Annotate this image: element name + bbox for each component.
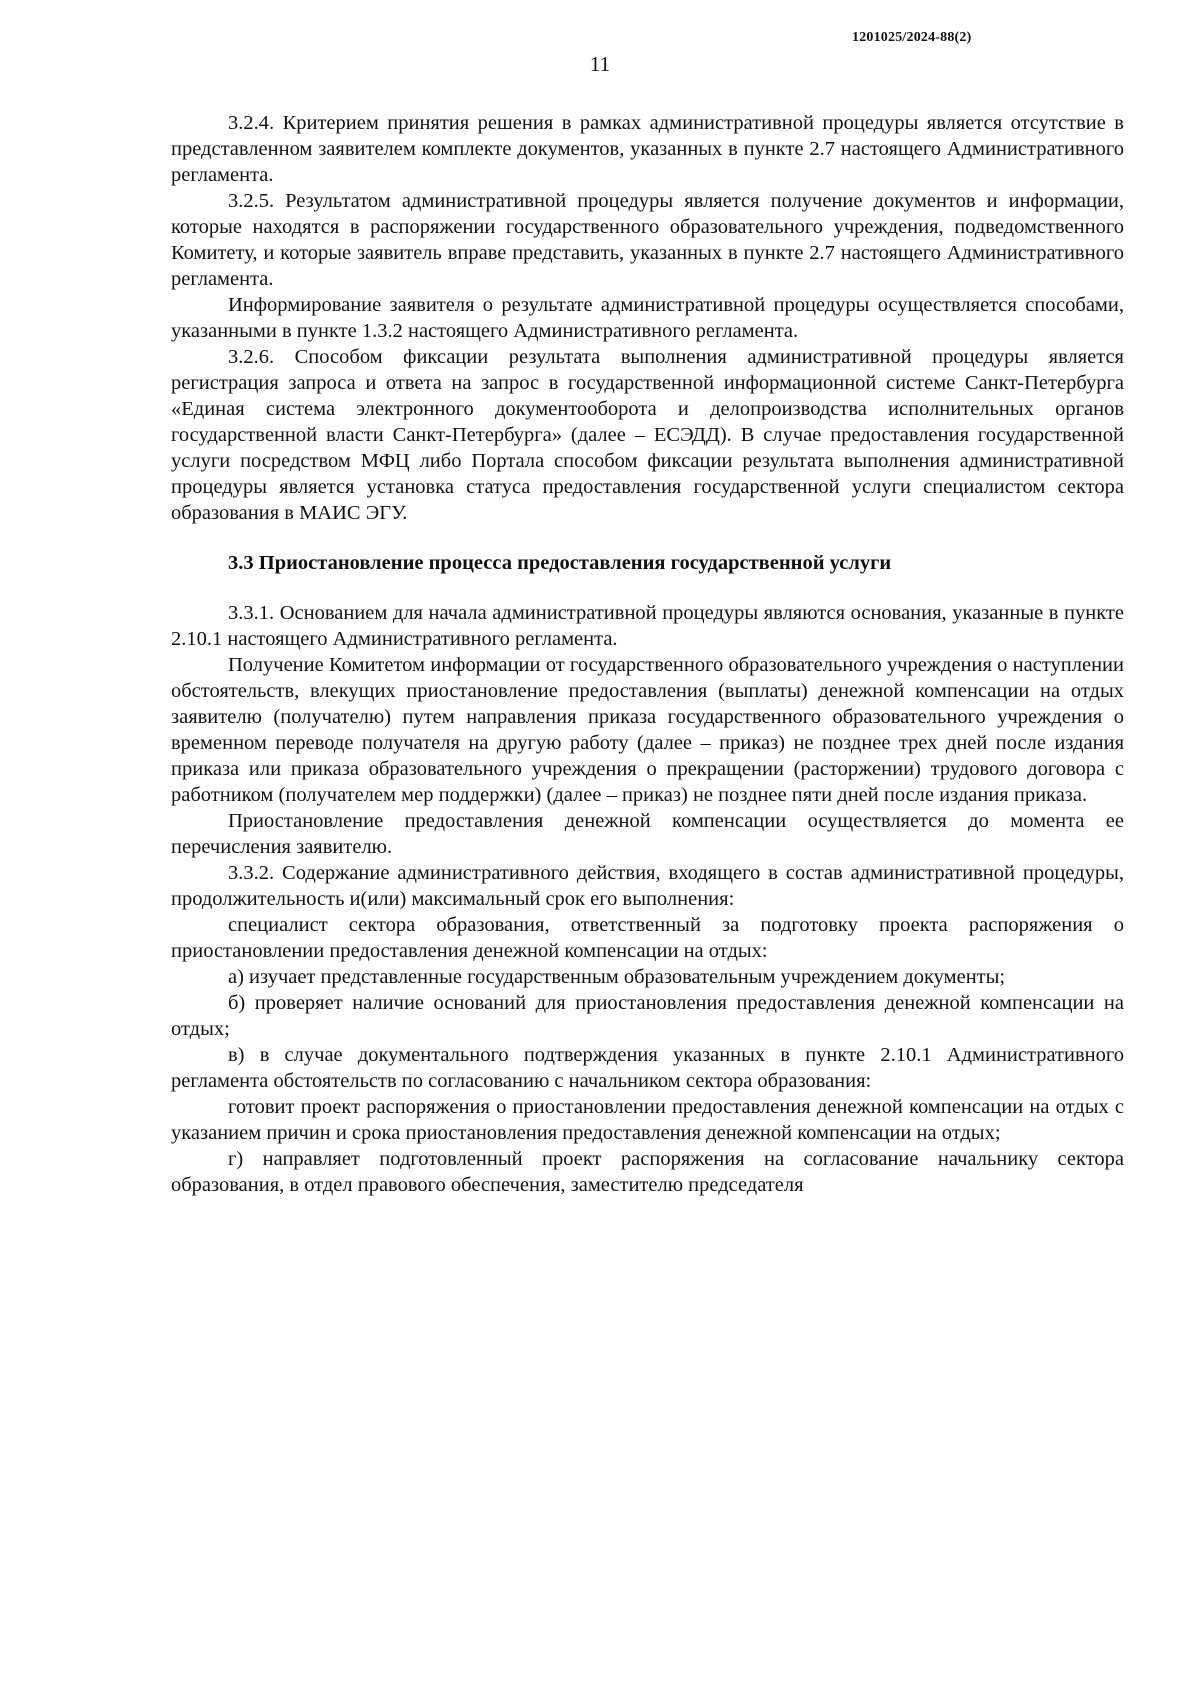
paragraph-3-3-2: 3.3.2. Содержание административного действия, входящего в состав административной процедуры, продолжительность и(или) максимальный срок его выполнения: [171, 862, 1124, 910]
document-number: 1201025/2024-88(2) [852, 30, 972, 45]
page-number: 11 [589, 52, 611, 76]
list-item-a: а) изучает представленные государственным образовательным учреждением документы; [228, 966, 1006, 988]
paragraph-suspension: Приостановление предоставления денежной компенсации осуществляется до момента ее перечисления заявителю. [171, 810, 1124, 858]
paragraph-prepares-draft: готовит проект распоряжения о приостановлении предоставления денежной компенсации на отдых с указанием причин и срока приостановления предоставления денежной компенсации на отдых; [171, 1096, 1124, 1144]
section-heading-3-3: 3.3 Приостановление процесса предоставления государственной услуги [228, 552, 892, 574]
paragraph-3-2-4: 3.2.4. Критерием принятия решения в рамках административной процедуры является отсутствие в представленном заявителем комплекте документов, указанных в пункте 2.7 настоящего Административного регламента. [171, 112, 1124, 186]
paragraph-specialist: специалист сектора образования, ответственный за подготовку проекта распоряжения о приостановлении предоставления денежной компенсации на отдых: [171, 914, 1124, 962]
paragraph-receiving-info: Получение Комитетом информации от государственного образовательного учреждения о наступлении обстоятельств, влекущих приостановление предоставления (выплаты) денежной компенсации на отдых заявителю (получателю) путем направления приказа государственного образовательного учреждения о временном переводе получателя на другую работу (далее – приказ) не позднее трех дней после издания приказа или приказа образовательного учреждения о прекращении (расторжении) трудового договора с работником (получателем мер поддержки) (далее – приказ) не позднее пяти дней после издания приказа. [171, 654, 1124, 806]
list-item-b: б) проверяет наличие оснований для приостановления предоставления денежной компенсации на отдых; [171, 992, 1124, 1040]
paragraph-3-2-6: 3.2.6. Способом фиксации результата выполнения административной процедуры является регистрация запроса и ответа на запрос в государственной информационной системе Санкт-Петербурга «Единая система электронного документооборота и делопроизводства исполнительных органов государственной власти Санкт-Петербурга» (далее – ЕСЭДД). В случае предоставления государственной услуги посредством МФЦ либо Портала способом фиксации результата выполнения административной процедуры является установка статуса предоставления государственной услуги специалистом сектора образования в МАИС ЭГУ. [171, 346, 1124, 524]
document-body [171, 110, 1124, 1198]
list-item-v: в) в случае документального подтверждения указанных в пункте 2.10.1 Административного регламента обстоятельств по согласованию с начальником сектора образования: [171, 1044, 1124, 1092]
paragraph-3-2-5: 3.2.5. Результатом административной процедуры является получение документов и информации, которые находятся в распоряжении государственного образовательного учреждения, подведомственного Комитету, и которые заявитель вправе представить, указанных в пункте 2.7 настоящего Административного регламента. [171, 190, 1124, 290]
paragraph-3-3-1: 3.3.1. Основанием для начала административной процедуры являются основания, указанные в пункте 2.10.1 настоящего Административного регламента. [171, 602, 1124, 650]
paragraph-informing: Информирование заявителя о результате административной процедуры осуществляется способами, указанными в пункте 1.3.2 настоящего Административного регламента. [171, 294, 1124, 342]
list-item-g: г) направляет подготовленный проект распоряжения на согласование начальнику сектора образования, в отдел правового обеспечения, заместителю председателя [171, 1148, 1124, 1196]
